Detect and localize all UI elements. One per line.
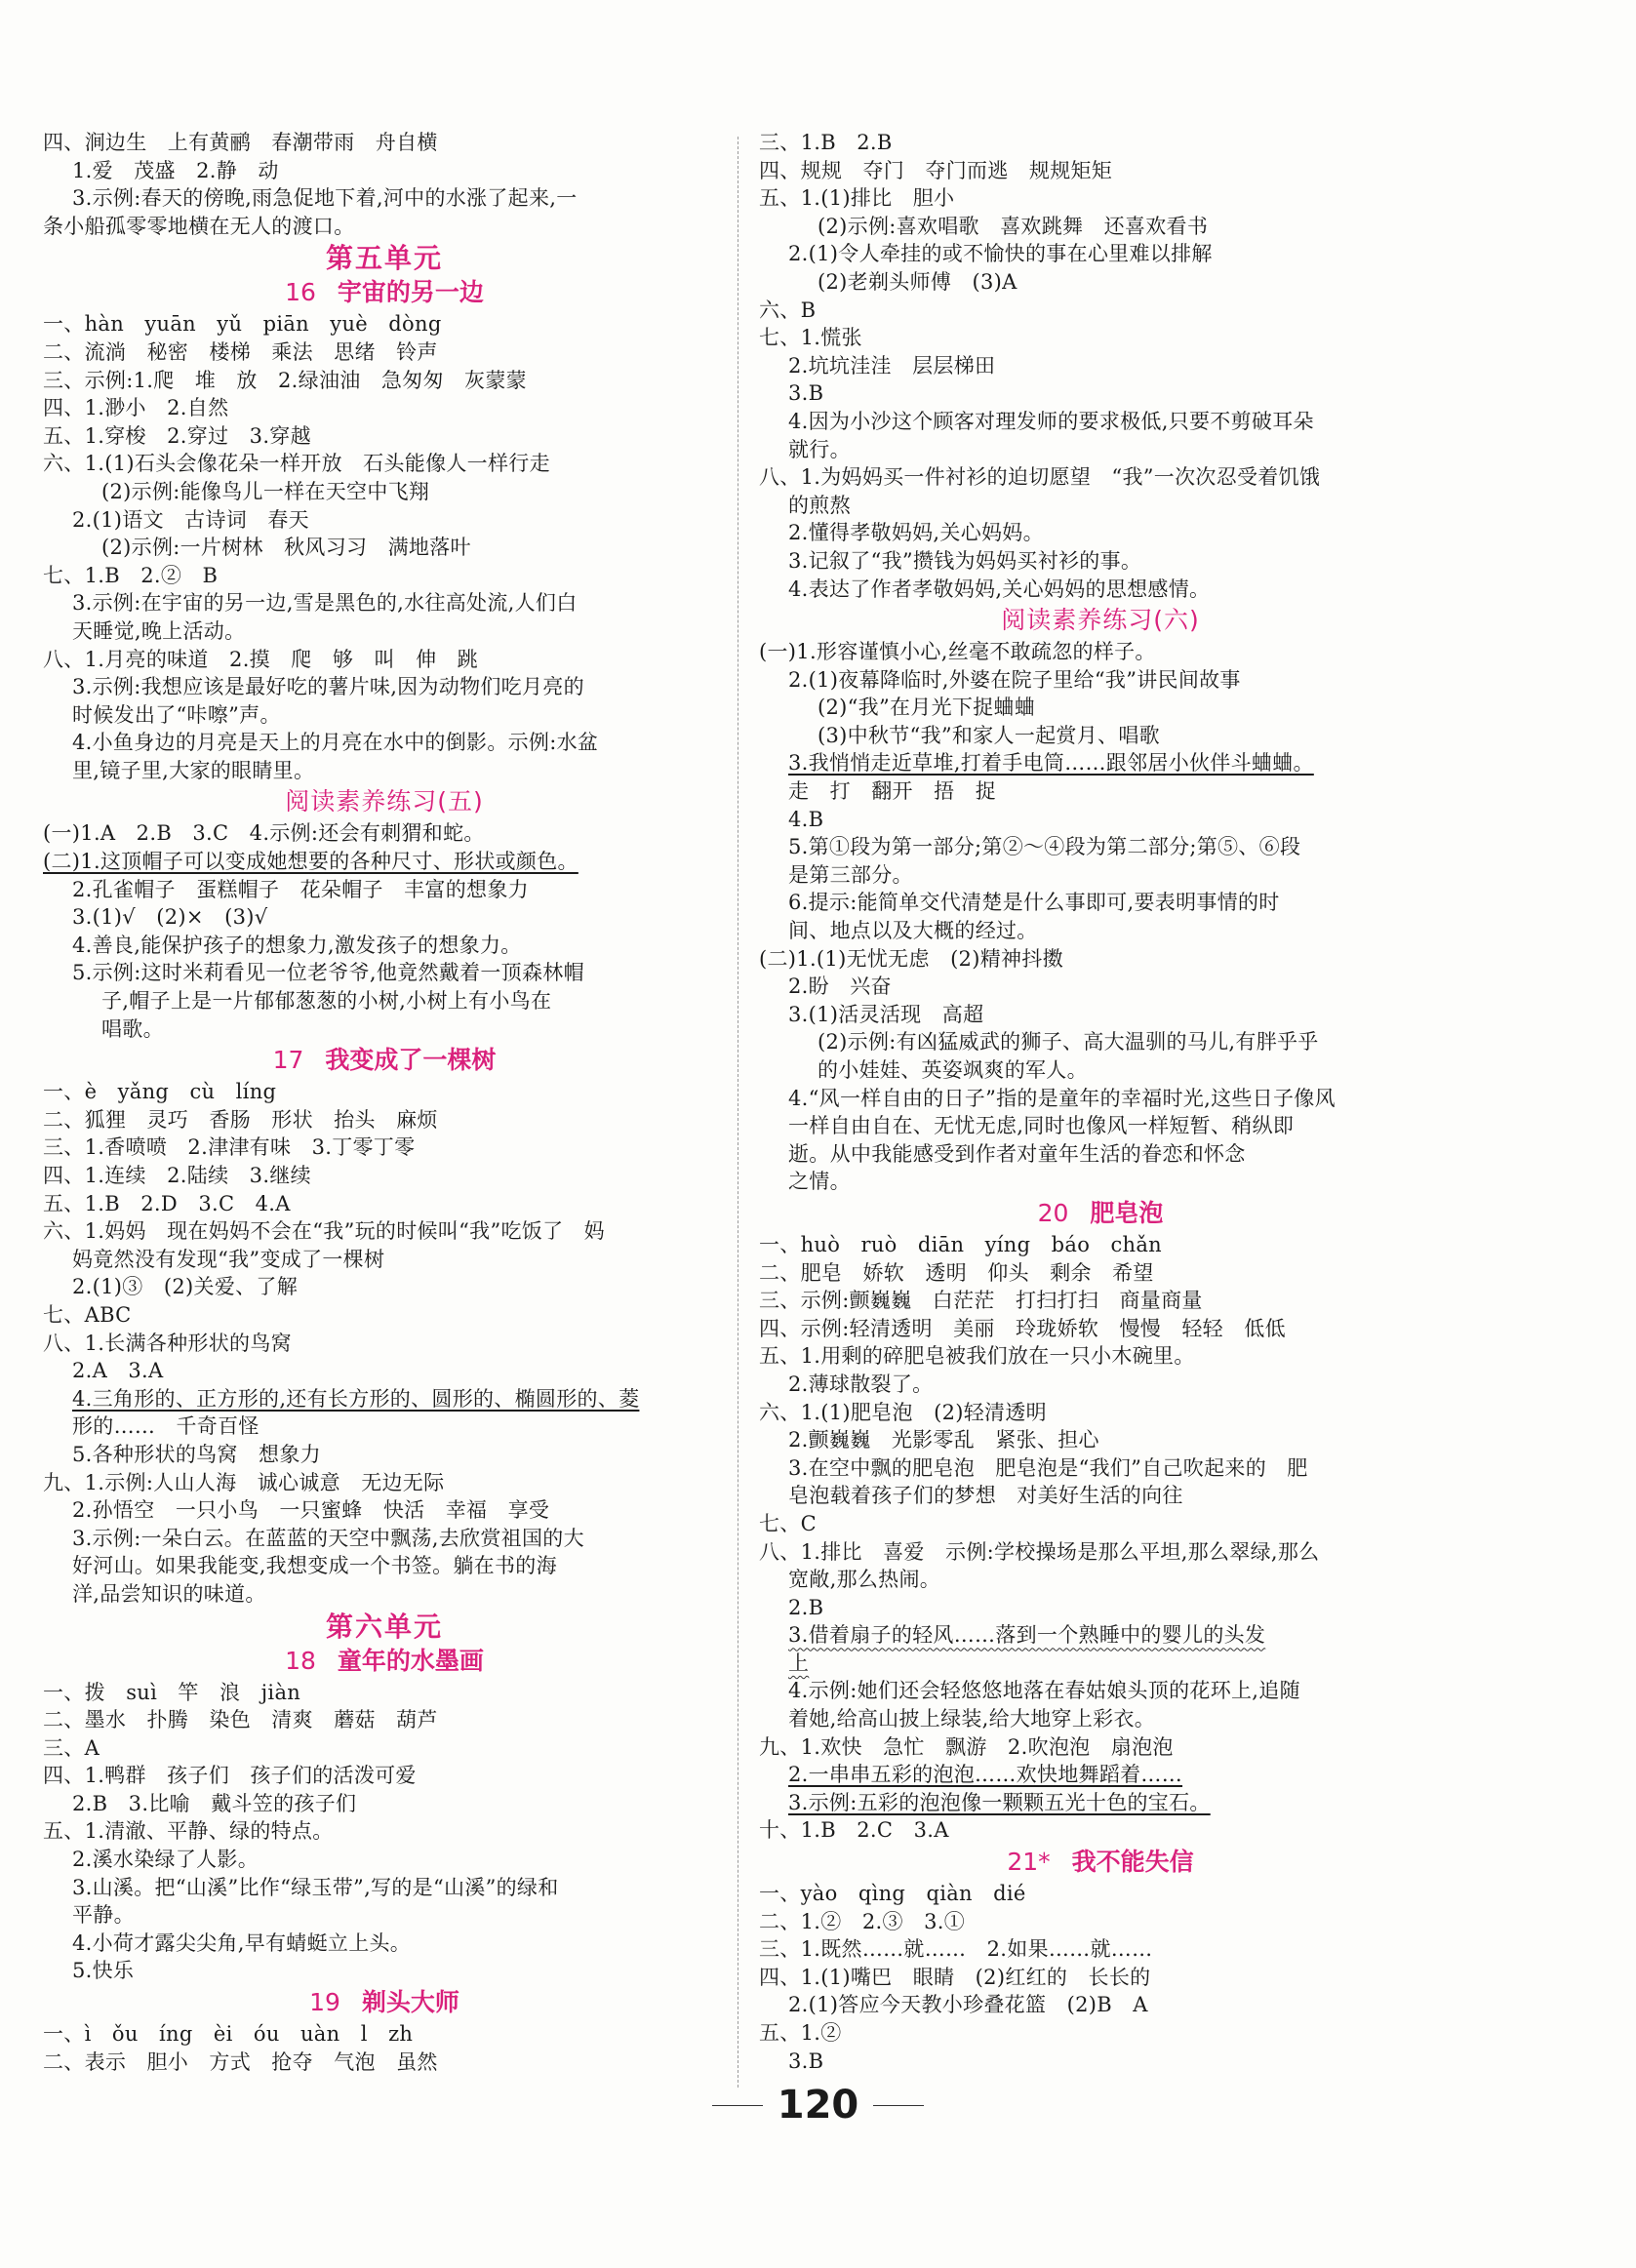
answer-line: 4.小鱼身边的月亮是天上的月亮在水中的倒影。示例:水盆	[72, 731, 599, 755]
lesson-heading	[43, 1646, 726, 1677]
lesson-heading	[43, 277, 726, 308]
answer-line: 4.“风一样自由的日子”指的是童年的幸福时光,这些日子像风	[788, 1086, 1336, 1110]
lesson-title: 童年的水墨画	[337, 1646, 484, 1675]
answer-line: 3.(1)活灵活现 高超	[788, 1002, 984, 1026]
answer-line: 五、1.穿梭 2.穿过 3.穿越	[43, 423, 311, 448]
answer-line: 三、示例:1.爬 堆 放 2.绿油油 急匆匆 灰蒙蒙	[43, 368, 527, 392]
answer-line: 子,帽子上是一片郁郁葱葱的小树,小树上有小鸟在	[101, 989, 552, 1014]
lesson-title: 肥皂泡	[1090, 1198, 1164, 1227]
lesson-heading	[759, 1198, 1442, 1229]
answer-line: 二、肥皂 娇软 透明 仰头 剩余 希望	[759, 1260, 1154, 1285]
answer-line: 3.借着扇子的轻风……落到一个熟睡中的婴儿的头发	[788, 1623, 1266, 1648]
answer-line: 一、拨 suì 竿 浪 jiàn	[43, 1680, 301, 1704]
answer-line: 3.记叙了“我”攒钱为妈妈买衬衫的事。	[788, 548, 1142, 573]
answer-line: 五、1.B 2.D 3.C 4.A	[43, 1191, 291, 1215]
answer-line: 八、1.为妈妈买一件衬衫的迫切愿望 “我”一次次忍受着饥饿	[759, 465, 1321, 490]
answer-line: 六、1.(1)石头会像花朵一样开放 石头能像人一样行走	[43, 452, 550, 476]
lesson-heading	[43, 1045, 726, 1076]
answer-line: (2)老剃头师傅 (3)A	[818, 269, 1018, 294]
answer-line: 着她,给高山披上绿装,给大地穿上彩衣。	[788, 1707, 1156, 1731]
left-column	[43, 129, 726, 2076]
answer-line: 四、规规 夺门 夺门而逃 规规矩矩	[759, 158, 1113, 182]
answer-line: 四、示例:轻清透明 美丽 玲珑娇软 慢慢 轻轻 低低	[759, 1316, 1286, 1340]
unit-heading: 第五单元	[325, 242, 443, 275]
answer-line: 4.示例:她们还会轻悠悠地落在春姑娘头顶的花环上,追随	[788, 1679, 1300, 1703]
answer-line: 九、1.示例:人山人海 诚心诚意 无边无际	[43, 1470, 445, 1494]
answer-line: 2.(1)答应今天教小珍叠花篮 (2)B A	[788, 1993, 1148, 2017]
answer-line: 宽敞,那么热闹。	[788, 1568, 941, 1592]
answer-line: (2)示例:有凶猛威武的狮子、高大温驯的马儿,有胖乎乎	[818, 1030, 1319, 1054]
answer-line: 一、yào qìng qiàn dié	[759, 1882, 1026, 1906]
answer-line: 3.山溪。把“山溪”比作“绿玉带”,写的是“山溪”的绿和	[72, 1875, 559, 1899]
answer-line: 走 打 翻开 捂 捉	[788, 779, 996, 804]
answer-line: 四、1.(1)嘴巴 眼睛 (2)红红的 长长的	[759, 1965, 1151, 1989]
answer-line: 1.爱 茂盛 2.静 动	[72, 158, 279, 182]
answer-line: (2)示例:一片树林 秋风习习 满地落叶	[101, 536, 471, 560]
answer-line: 一、hàn yuān yǔ piān yuè dòng	[43, 312, 442, 337]
answer-line: 是第三部分。	[788, 862, 913, 887]
answer-line: 四、涧边生 上有黄鹂 春潮带雨 舟自横	[43, 131, 438, 154]
answer-line: 2.B 3.比喻 戴斗笠的孩子们	[72, 1791, 357, 1815]
answer-line: 时候发出了“咔嚓”声。	[72, 702, 281, 727]
answer-line: 5.各种形状的鸟窝 想象力	[72, 1442, 321, 1466]
footer-rule-left	[712, 2105, 763, 2106]
answer-line: 4.小荷才露尖尖角,早有蜻蜓立上头。	[72, 1930, 412, 1955]
answer-line: 条小船孤零零地横在无人的渡口。	[43, 214, 355, 238]
answer-line: 六、B	[759, 298, 817, 322]
lesson-number: 19	[309, 1988, 340, 2017]
answer-line: 2.一串串五彩的泡泡……欢快地舞蹈着……	[788, 1763, 1183, 1787]
answer-line: 3.在空中飘的肥皂泡 肥皂泡是“我们”自己吹起来的 肥	[788, 1455, 1308, 1480]
answer-line: 四、1.鸭群 孩子们 孩子们的活泼可爱	[43, 1764, 417, 1788]
answer-line: 平静。	[72, 1903, 135, 1928]
answer-line: 三、A	[43, 1735, 100, 1760]
unit-heading: 第六单元	[325, 1610, 443, 1643]
answer-line: 八、1.长满各种形状的鸟窝	[43, 1331, 292, 1355]
answer-line: 逝。从中我能感受到作者对童年生活的眷恋和怀念	[788, 1141, 1246, 1166]
answer-line: 5.第①段为第一部分;第②～④段为第二部分;第⑤、⑥段	[788, 835, 1301, 859]
answer-line: 3.我悄悄走近草堆,打着手电筒……跟邻居小伙伴斗蛐蛐。	[788, 751, 1314, 776]
footer-rule-right	[873, 2105, 924, 2106]
answer-line: 3.(1)√ (2)× (3)√	[72, 905, 268, 930]
reading-practice-heading: 阅读素养练习(五)	[285, 787, 484, 816]
answer-line: 就行。	[788, 437, 851, 461]
answer-line: 妈竟然没有发现“我”变成了一棵树	[72, 1247, 385, 1271]
answer-line: 2.(1)③ (2)关爱、了解	[72, 1275, 299, 1299]
answer-line: 二、表示 胆小 方式 抢夺 气泡 虽然	[43, 2049, 438, 2074]
answer-line: 4.三角形的、正方形的,还有长方形的、圆形的、椭圆形的、菱	[72, 1386, 640, 1411]
answer-line: 五、1.②	[759, 2021, 842, 2045]
page-footer	[0, 2083, 1636, 2128]
answer-line: 3.示例:一朵白云。在蓝蓝的天空中飘荡,去欣赏祖国的大	[72, 1526, 584, 1550]
answer-line: 3.示例:在宇宙的另一边,雪是黑色的,水往高处流,人们白	[72, 591, 578, 616]
answer-line: 2.盼 兴奋	[788, 975, 892, 999]
answer-line: 四、1.渺小 2.自然	[43, 396, 229, 420]
answer-line: 2.孔雀帽子 蛋糕帽子 花朵帽子 丰富的想象力	[72, 877, 529, 901]
answer-line: 唱歌。	[101, 1016, 164, 1041]
answer-line: 2.薄球散裂了。	[788, 1372, 934, 1396]
answer-line: 三、1.既然……就…… 2.如果……就……	[759, 1937, 1153, 1962]
answer-line: 五、1.清澈、平静、绿的特点。	[43, 1819, 334, 1844]
answer-line: 4.表达了作者孝敬妈妈,关心妈妈的思想感情。	[788, 577, 1211, 601]
answer-line: 一样自由自在、无忧无虑,同时也像风一样短暂、稍纵即	[788, 1114, 1295, 1138]
answer-line: 十、1.B 2.C 3.A	[759, 1818, 949, 1843]
answer-line: 4.B	[788, 807, 824, 831]
answer-line: (2)“我”在月光下捉蛐蛐	[818, 696, 1036, 720]
lesson-heading	[759, 1847, 1442, 1878]
answer-line: 上	[788, 1651, 810, 1675]
answer-line: 2.(1)令人牵挂的或不愉快的事在心里难以排解	[788, 242, 1213, 266]
answer-line: 2.颤巍巍 光影零乱 紧张、担心	[788, 1428, 1099, 1452]
answer-line: 四、1.连续 2.陆续 3.继续	[43, 1164, 311, 1187]
answer-line: 三、1.香喷喷 2.津津有味 3.丁零丁零	[43, 1135, 416, 1160]
answer-line: 七、ABC	[43, 1302, 132, 1327]
answer-line: 一、huò ruò diān yíng báo chǎn	[759, 1232, 1162, 1256]
answer-line: 一、è yǎng cù líng	[43, 1080, 277, 1104]
answer-line: 2.孙悟空 一只小鸟 一只蜜蜂 快活 幸福 享受	[72, 1498, 550, 1523]
answer-line: 3.示例:春天的傍晚,雨急促地下着,河中的水涨了起来,一	[72, 186, 578, 211]
answer-line: 2.溪水染绿了人影。	[72, 1848, 259, 1872]
lesson-number: 21*	[1007, 1848, 1051, 1877]
answer-line: 二、墨水 扑腾 染色 清爽 蘑菇 葫芦	[43, 1708, 438, 1732]
answer-line: 六、1.(1)肥皂泡 (2)轻清透明	[759, 1400, 1047, 1424]
answer-line: 3.示例:五彩的泡泡像一颗颗五光十色的宝石。	[788, 1790, 1211, 1814]
answer-line: 皂泡载着孩子们的梦想 对美好生活的向往	[788, 1484, 1183, 1508]
lesson-heading	[43, 1987, 726, 2018]
lesson-number: 18	[285, 1646, 316, 1675]
answer-line: 4.善良,能保护孩子的想象力,激发孩子的想象力。	[72, 933, 522, 957]
answer-line: 八、1.月亮的味道 2.摸 爬 够 叫 伸 跳	[43, 647, 478, 671]
lesson-number: 17	[272, 1046, 304, 1075]
answer-line: 之情。	[788, 1170, 851, 1194]
answer-line: (2)示例:喜欢唱歌 喜欢跳舞 还喜欢看书	[818, 214, 1209, 238]
answer-line: (二)1.这顶帽子可以变成她想要的各种尺寸、形状或颜色。	[43, 850, 579, 874]
lesson-number: 16	[285, 278, 316, 307]
answer-line: 3.示例:我想应该是最好吃的薯片味,因为动物们吃月亮的	[72, 675, 584, 699]
answer-line: 5.示例:这时米莉看见一位老爷爷,他竟然戴着一顶森林帽	[72, 961, 584, 985]
answer-line: 2.坑坑洼洼 层层梯田	[788, 353, 996, 378]
answer-line: 三、1.B 2.B	[759, 131, 893, 154]
right-column	[759, 129, 1442, 2075]
answer-line: 6.提示:能简单交代清楚是什么事即可,要表明事情的时	[788, 891, 1280, 915]
reading-practice-heading: 阅读素养练习(六)	[1001, 606, 1200, 635]
answer-line: 二、流淌 秘密 楼梯 乘法 思绪 铃声	[43, 339, 438, 364]
answer-line: 二、狐狸 灵巧 香肠 形状 抬头 麻烦	[43, 1107, 438, 1132]
answer-line: 三、示例:颤巍巍 白茫茫 打扫打扫 商量商量	[759, 1289, 1203, 1313]
answer-line: (二)1.(1)无忧无虑 (2)精神抖擞	[759, 946, 1063, 971]
answer-line: 2.(1)夜幕降临时,外婆在院子里给“我”讲民间故事	[788, 667, 1241, 692]
answer-line: 3.B	[788, 2049, 824, 2073]
answer-line: 3.B	[788, 381, 824, 406]
answer-line: 2.懂得孝敬妈妈,关心妈妈。	[788, 521, 1044, 545]
answer-line: 4.因为小沙这个顾客对理发师的要求极低,只要不剪破耳朵	[788, 409, 1314, 433]
lesson-title: 剃头大师	[361, 1988, 459, 2017]
answer-line: 九、1.欢快 急忙 飘游 2.吹泡泡 扇泡泡	[759, 1734, 1174, 1759]
answer-line: 六、1.妈妈 现在妈妈不会在“我”玩的时候叫“我”吃饭了 妈	[43, 1219, 605, 1244]
answer-line: (2)示例:能像鸟儿一样在天空中飞翔	[101, 479, 430, 503]
answer-line: (3)中秋节“我”和家人一起赏月、唱歌	[818, 723, 1160, 747]
answer-line: 的煎熬	[788, 493, 851, 517]
answer-line: 二、1.② 2.③ 3.①	[759, 1909, 966, 1933]
lesson-number: 20	[1037, 1198, 1069, 1227]
answer-line: 的小娃娃、英姿飒爽的军人。	[818, 1058, 1088, 1082]
answer-line: 八、1.排比 喜爱 示例:学校操场是那么平坦,那么翠绿,那么	[759, 1539, 1320, 1564]
answer-line: 2.(1)语文 古诗词 春天	[72, 507, 309, 532]
page-number: 120	[777, 2083, 859, 2128]
answer-line: 间、地点以及大概的经过。	[788, 919, 1038, 943]
answer-line: 5.快乐	[72, 1959, 135, 1983]
answer-line: 2.A 3.A	[72, 1359, 164, 1383]
lesson-title: 宇宙的另一边	[337, 278, 484, 307]
answer-line: 天睡觉,晚上活动。	[72, 618, 246, 643]
answer-line: (一)1.形容谨慎小心,丝毫不敢疏忽的样子。	[759, 640, 1156, 664]
lesson-title: 我不能失信	[1071, 1848, 1194, 1877]
answer-line: 好河山。如果我能变,我想变成一个书签。躺在书的海	[72, 1554, 557, 1578]
answer-line: 里,镜子里,大家的眼睛里。	[72, 758, 315, 782]
answer-line: 形的…… 千奇百怪	[72, 1414, 259, 1439]
answer-line: 2.B	[788, 1595, 824, 1619]
answer-line: 洋,品尝知识的味道。	[72, 1581, 266, 1606]
answer-line: 一、ì ǒu íng èi óu uàn l zh	[43, 2022, 414, 2047]
answer-line: 七、1.B 2.② B	[43, 563, 219, 587]
lesson-title: 我变成了一棵树	[325, 1046, 497, 1075]
answer-line: (一)1.A 2.B 3.C 4.示例:还会有刺猬和蛇。	[43, 821, 485, 846]
answer-line: 七、C	[759, 1511, 817, 1535]
answer-line: 七、1.慌张	[759, 326, 862, 350]
answer-line: 五、1.(1)排比 胆小	[759, 186, 955, 211]
answer-line: 五、1.用剩的碎肥皂被我们放在一只小木碗里。	[759, 1344, 1195, 1369]
